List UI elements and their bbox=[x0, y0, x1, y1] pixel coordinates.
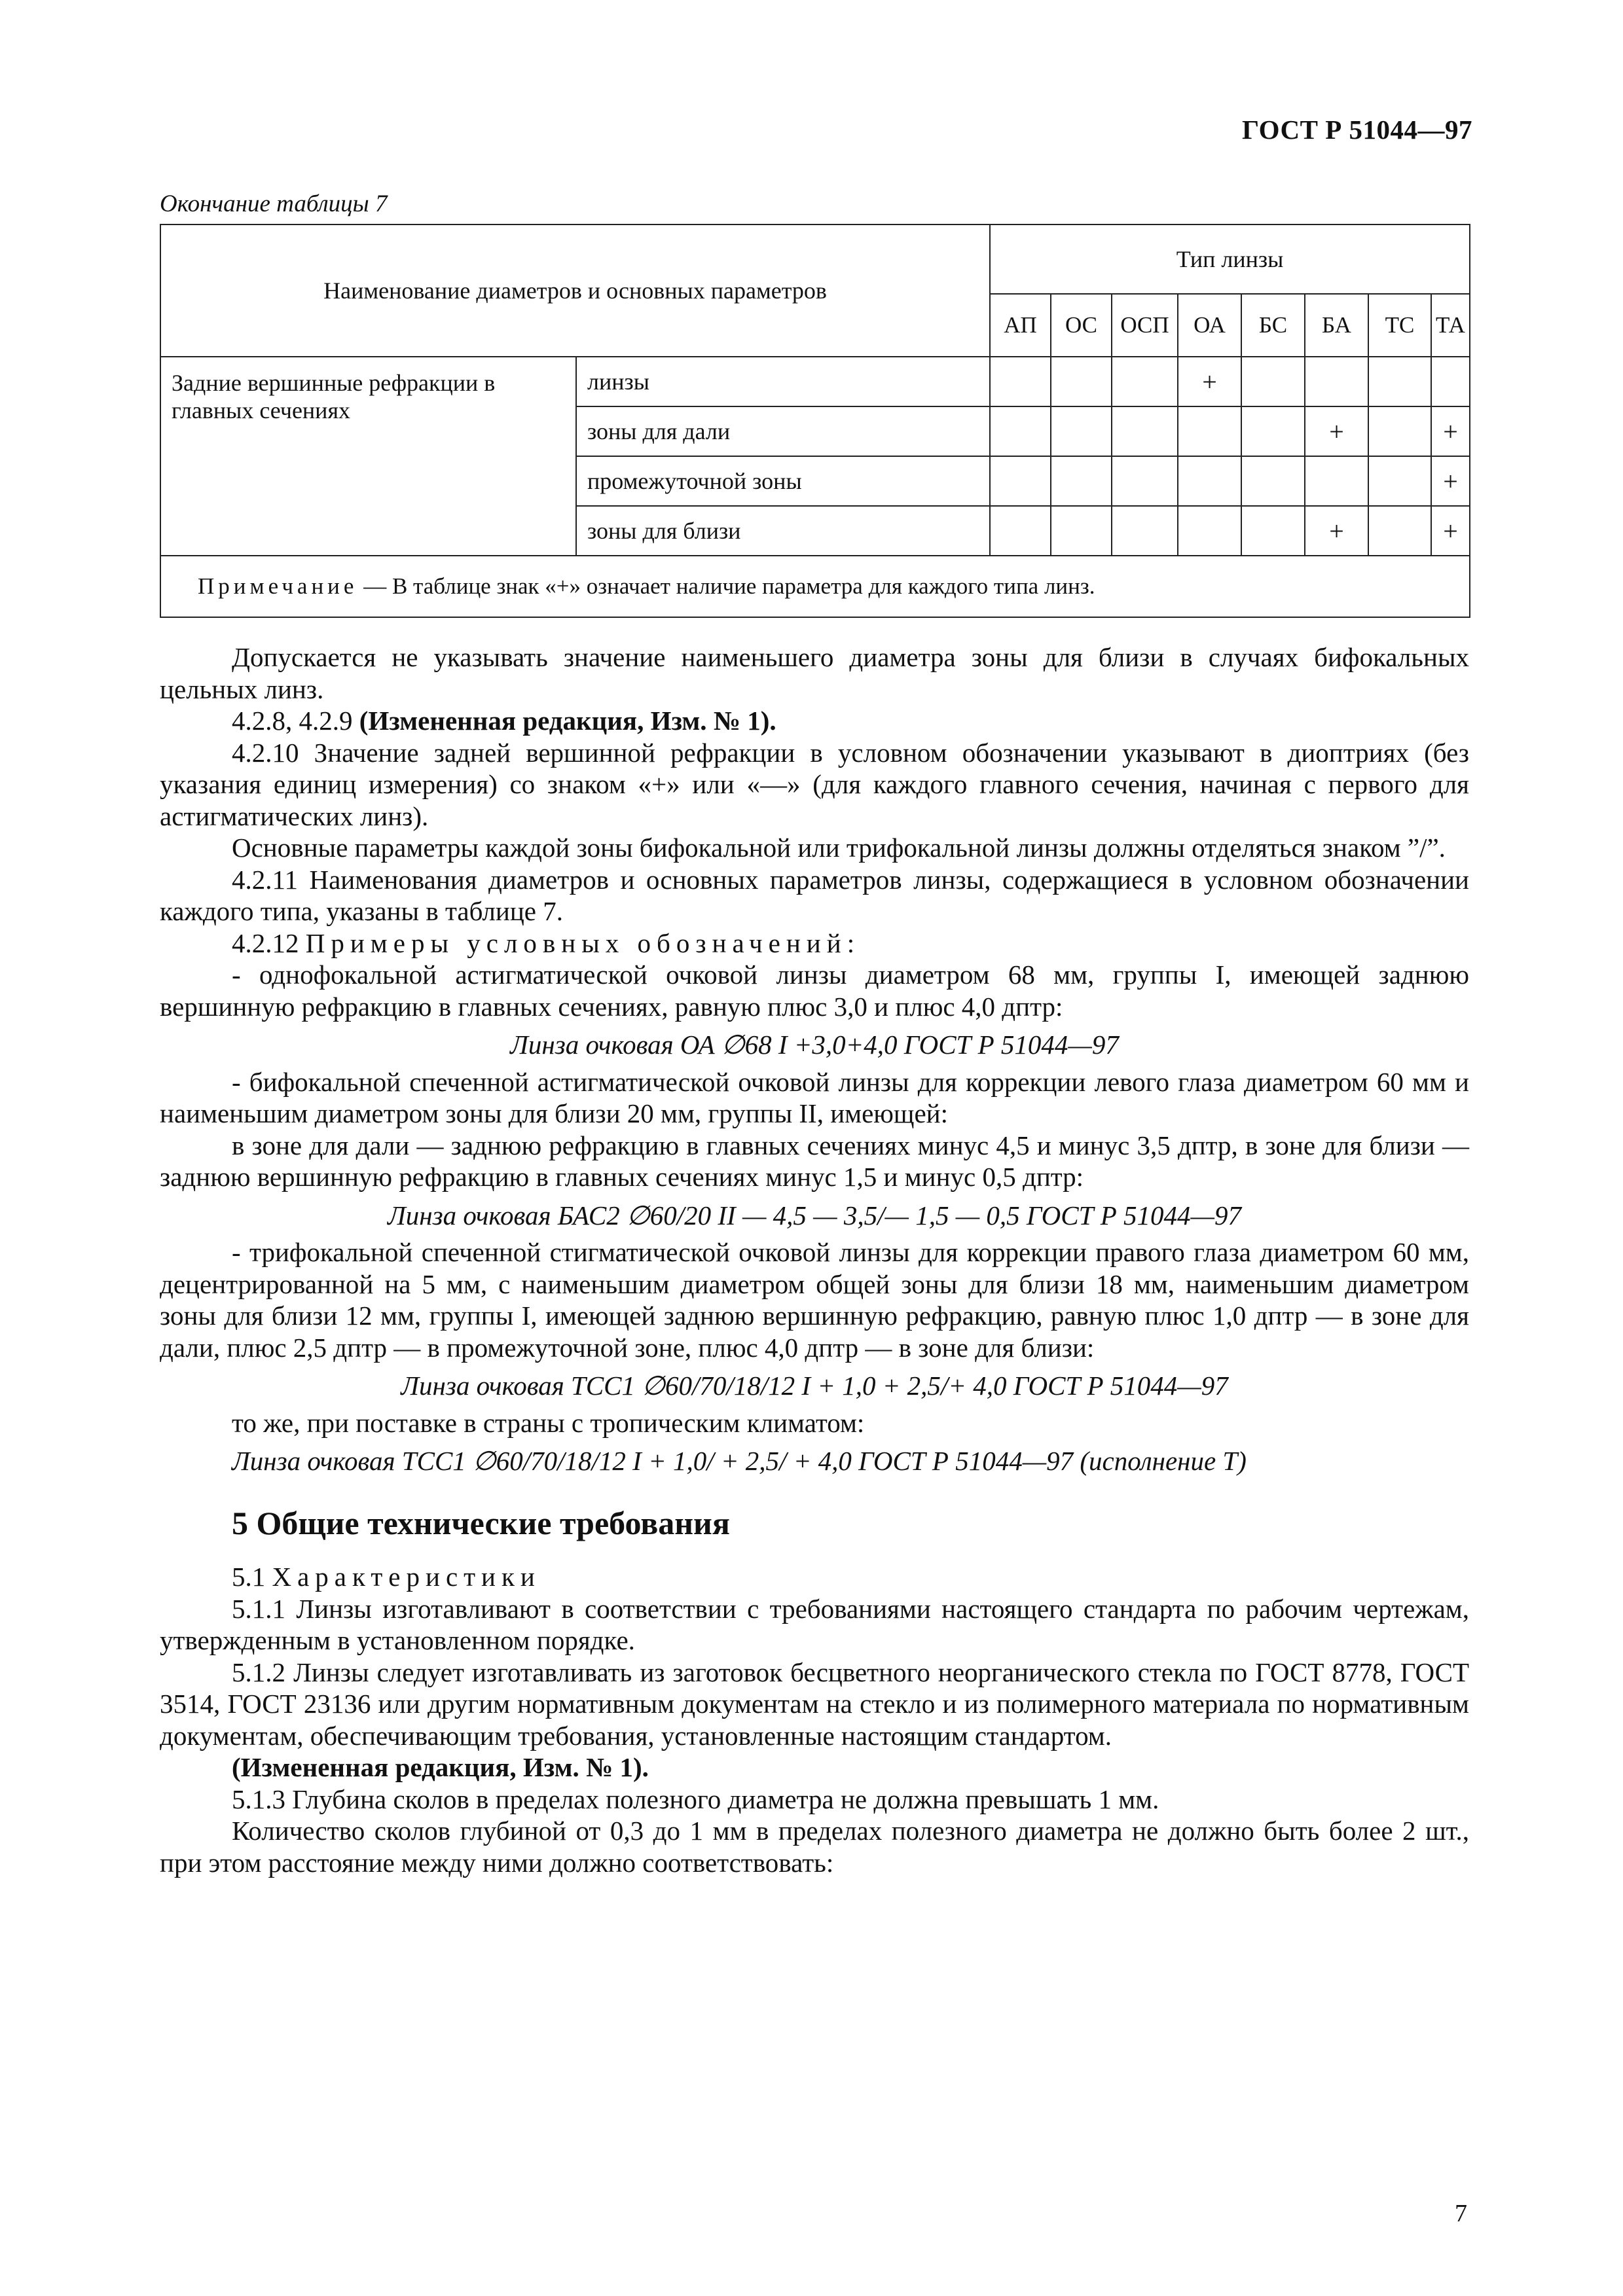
table-mark bbox=[1241, 357, 1305, 406]
table-mark bbox=[990, 456, 1051, 506]
table-mark bbox=[1051, 357, 1112, 406]
type-code: ОА bbox=[1178, 294, 1241, 357]
table-mark bbox=[1368, 406, 1431, 456]
row-label: промежуточной зоны bbox=[576, 456, 990, 506]
designation-example: Линза очковая БАС2 ∅60/20 II — 4,5 — 3,5/— 1,5 — 0,5 ГОСТ Р 51044—97 bbox=[388, 1200, 1241, 1230]
spaced-heading: Примеры условных обозначений bbox=[305, 927, 847, 958]
table-mark bbox=[1368, 456, 1431, 506]
spaced-heading: Характеристики bbox=[272, 1562, 541, 1592]
table-caption: Окончание таблицы 7 bbox=[160, 190, 388, 217]
paragraph: Основные параметры каждой зоны бифокальной или трифокальной линзы должны отделяться знаком ”/”. bbox=[232, 833, 1446, 863]
page-number: 7 bbox=[1455, 2200, 1467, 2227]
table-mark bbox=[1051, 456, 1112, 506]
table-mark bbox=[1112, 506, 1178, 556]
table-mark: + bbox=[1431, 506, 1470, 556]
type-code: ТС bbox=[1368, 294, 1431, 357]
paragraph: - трифокальной спеченной стигматической очковой линзы для коррекции правого глаза диаметром 60 мм, децентрированной на 5 мм, с наименьшим диаметром общей зоны для близи 18 мм, наименьшим диаметром зоны для близи 12 мм, группы I, имеющей заднюю вершинную рефракцию, равную плюс 1,0 дптр — в зоне для дали, плюс 2,5 дптр — в промежуточной зоне, плюс 4,0 дптр — в зоне для близи: bbox=[160, 1237, 1469, 1363]
table-mark: + bbox=[1305, 506, 1368, 556]
paragraph: в зоне для дали — заднюю рефракцию в главных сечениях минус 4,5 и минус 3,5 дптр, в зоне для близи — заднюю вершинную рефракцию в главных сечениях минус 1,5 и минус 0,5 дптр: bbox=[160, 1130, 1469, 1192]
type-code: ТА bbox=[1431, 294, 1470, 357]
table-mark: + bbox=[1431, 406, 1470, 456]
table-mark bbox=[1178, 456, 1241, 506]
paragraph: 4.2.11 Наименования диаметров и основных параметров линзы, содержащиеся в условном обозначении каждого типа, указаны в таблице 7. bbox=[160, 864, 1469, 926]
name-header-cell bbox=[160, 224, 990, 357]
section-title: 5 Общие технические требования bbox=[232, 1504, 730, 1541]
paragraph: 5.1.1 Линзы изготавливают в соответствии с требованиями настоящего стандарта по рабочим чертежам, утвержденным в установленном порядке. bbox=[160, 1593, 1469, 1655]
table-mark bbox=[1368, 506, 1431, 556]
table-mark bbox=[1241, 456, 1305, 506]
examples-heading bbox=[160, 927, 1469, 960]
amendment-note: (Измененная редакция, Изм. № 1). bbox=[359, 706, 776, 736]
designation-example: Линза очковая ТСС1 ∅60/70/18/12 I + 1,0 + 2,5/+ 4,0 ГОСТ Р 51044—97 bbox=[401, 1371, 1228, 1401]
paragraph: 4.2.10 Значение задней вершинной рефракции в условном обозначении указывают в диоптриях (без указания единиц измерения) со знаком «+» или «—» (для каждого главного сечения, начиная с первого для астигматических линз). bbox=[160, 737, 1469, 831]
paragraph: Количество сколов глубиной от 0,3 до 1 мм в пределах полезного диаметра не должно быть более 2 шт., при этом расстояние между ними должно соответствовать: bbox=[160, 1816, 1469, 1878]
table-mark bbox=[990, 406, 1051, 456]
table-mark bbox=[1051, 406, 1112, 456]
note-text: — В таблице знак «+» означает наличие параметра для каждого типа линз. bbox=[357, 573, 1095, 599]
table-mark bbox=[1112, 357, 1178, 406]
document-body bbox=[160, 641, 1469, 1878]
heading-tail: : bbox=[847, 927, 855, 958]
type-code: АП bbox=[990, 294, 1051, 357]
name-header: Наименование диаметров и основных параметров bbox=[323, 278, 827, 304]
type-code: ОС bbox=[1051, 294, 1112, 357]
amendment-line bbox=[160, 705, 1469, 737]
paragraph: то же, при поставке в страны с тропическим климатом: bbox=[232, 1407, 865, 1438]
clause-number: 4.2.8, 4.2.9 bbox=[232, 706, 359, 736]
table-mark: + bbox=[1178, 357, 1241, 406]
clause-number: 5.1 bbox=[232, 1562, 272, 1592]
type-header: Тип линзы bbox=[1176, 246, 1284, 272]
amendment-note: (Измененная редакция, Изм. № 1). bbox=[232, 1752, 649, 1782]
paragraph: - бифокальной спеченной астигматической очковой линзы для коррекции левого глаза диаметром 60 мм и наименьшим диаметром зоны для близи 20 мм, группы II, имеющей: bbox=[160, 1066, 1469, 1128]
paragraph: 5.1.3 Глубина сколов в пределах полезного диаметра не должна превышать 1 мм. bbox=[232, 1784, 1159, 1814]
table-mark: + bbox=[1431, 456, 1470, 506]
table-mark bbox=[990, 506, 1051, 556]
table-mark bbox=[1051, 506, 1112, 556]
clause-number: 4.2.12 bbox=[232, 927, 306, 958]
note-prefix: Примечание bbox=[198, 573, 358, 599]
type-header-cell bbox=[990, 224, 1470, 294]
table-mark bbox=[990, 357, 1051, 406]
table-mark bbox=[1431, 357, 1470, 406]
table-mark bbox=[1368, 357, 1431, 406]
table-mark bbox=[1112, 456, 1178, 506]
paragraph: Допускается не указывать значение наименьшего диаметра зоны для близи в случаях бифокальных цельных линз. bbox=[160, 642, 1469, 704]
table-mark bbox=[1241, 506, 1305, 556]
table-mark bbox=[1241, 406, 1305, 456]
row-label: зоны для близи bbox=[576, 506, 990, 556]
subsection-heading bbox=[160, 1561, 1469, 1593]
table-mark: + bbox=[1305, 406, 1368, 456]
row-label: линзы bbox=[576, 357, 990, 406]
row-label: зоны для дали bbox=[576, 406, 990, 456]
table-note bbox=[160, 556, 1470, 617]
table-mark bbox=[1178, 506, 1241, 556]
group-label: Задние вершинные рефракции в главных сечениях bbox=[160, 357, 576, 556]
parameters-table bbox=[160, 224, 1470, 618]
table-mark bbox=[1305, 456, 1368, 506]
type-code: БА bbox=[1305, 294, 1368, 357]
paragraph: - однофокальной астигматической очковой линзы диаметром 68 мм, группы I, имеющей заднюю вершинную рефракцию в главных сечениях, равную плюс 3,0 и плюс 4,0 дптр: bbox=[160, 960, 1469, 1022]
paragraph: 5.1.2 Линзы следует изготавливать из заготовок бесцветного неорганического стекла по ГОСТ 8778, ГОСТ 3514, ГОСТ 23136 или другим нормативным документам на стекло и из полимерного материала по нормативным документам, обеспечивающим требования, установленные настоящим стандартом. bbox=[160, 1657, 1469, 1751]
table-mark bbox=[1305, 357, 1368, 406]
type-code: БС bbox=[1241, 294, 1305, 357]
document-code: ГОСТ Р 51044—97 bbox=[1242, 115, 1472, 145]
table-mark bbox=[1112, 406, 1178, 456]
designation-example: Линза очковая ТСС1 ∅60/70/18/12 I + 1,0/ + 2,5/ + 4,0 ГОСТ Р 51044—97 (исполнение Т) bbox=[232, 1446, 1247, 1476]
designation-example: Линза очковая ОА ∅68 I +3,0+4,0 ГОСТ Р 51044—97 bbox=[510, 1030, 1119, 1060]
table-mark bbox=[1178, 406, 1241, 456]
type-code: ОСП bbox=[1112, 294, 1178, 357]
